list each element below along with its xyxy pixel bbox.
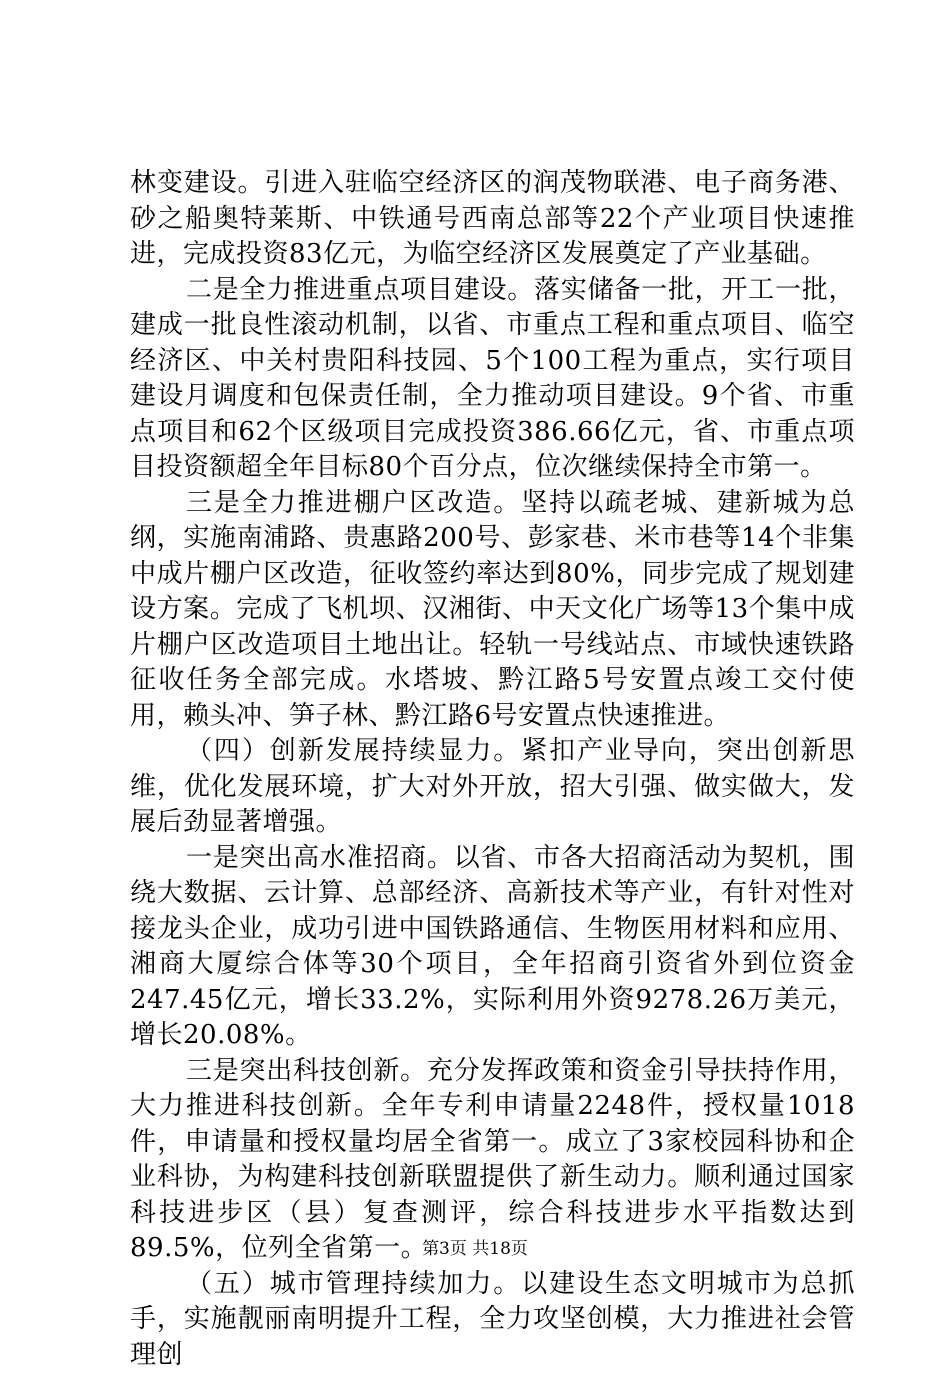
page-number-label: 第3页 共18页 [422, 1239, 528, 1259]
paragraph-5: 一是突出高水准招商。以省、市各大招商活动为契机，围绕大数据、云计算、总部经济、高新技术等产业，有针对性对接龙头企业，成功引进中国铁路通信、生物医用材料和应用、湘商大厦综合体等30个项目，全年招商引资省外到位资金247.45亿元，增长33.2%，实际利用外资9278.26万美元，增长20.08%。 [130, 841, 855, 1054]
paragraph-6: 三是突出科技创新。充分发挥政策和资金引导扶持作用，大力推进科技创新。全年专利申请量2248件，授权量1018件，申请量和授权量均居全省第一。成立了3家校园科协和企业科协，为构建科技创新联盟提供了新生动力。顺利通过国家科技进步区（县）复查测评，综合科技进步水平指数达到89.5%，位列全省第一。 [130, 1054, 855, 1267]
paragraph-1: 林变建设。引进入驻临空经济区的润茂物联港、电子商务港、砂之船奥特莱斯、中铁通号西南总部等22个产业项目快速推进，完成投资83亿元，为临空经济区发展奠定了产业基础。 [130, 166, 855, 273]
paragraph-2: 二是全力推进重点项目建设。落实储备一批，开工一批，建成一批良性滚动机制，以省、市重点工程和重点项目、临空经济区、中关村贵阳科技园、5个100工程为重点，实行项目建设月调度和包保责任制，全力推动项目建设。9个省、市重点项目和62个区级项目完成投资386.66亿元，省、市重点项目投资额超全年目标80个百分点，位次继续保持全市第一。 [130, 273, 855, 486]
document-body [130, 166, 855, 1373]
paragraph-4: （四）创新发展持续显力。紧扣产业导向，突出创新思维，优化发展环境，扩大对外开放，招大引强、做实做大，发展后劲显著增强。 [130, 734, 855, 841]
paragraph-7: （五）城市管理持续加力。以建设生态文明城市为总抓手，实施靓丽南明提升工程，全力攻坚创模，大力推进社会管理创 [130, 1267, 855, 1373]
page-footer [0, 1238, 950, 1260]
paragraph-3: 三是全力推进棚户区改造。坚持以疏老城、建新城为总纲，实施南浦路、贵惠路200号、彭家巷、米市巷等14个非集中成片棚户区改造，征收签约率达到80%，同步完成了规划建设方案。完成了飞机坝、汉湘街、中天文化广场等13个集中成片棚户区改造项目土地出让。轻轨一号线站点、市域快速铁路征收任务全部完成。水塔坡、黔江路5号安置点竣工交付使用，赖头冲、笋子林、黔江路6号安置点快速推进。 [130, 486, 855, 735]
